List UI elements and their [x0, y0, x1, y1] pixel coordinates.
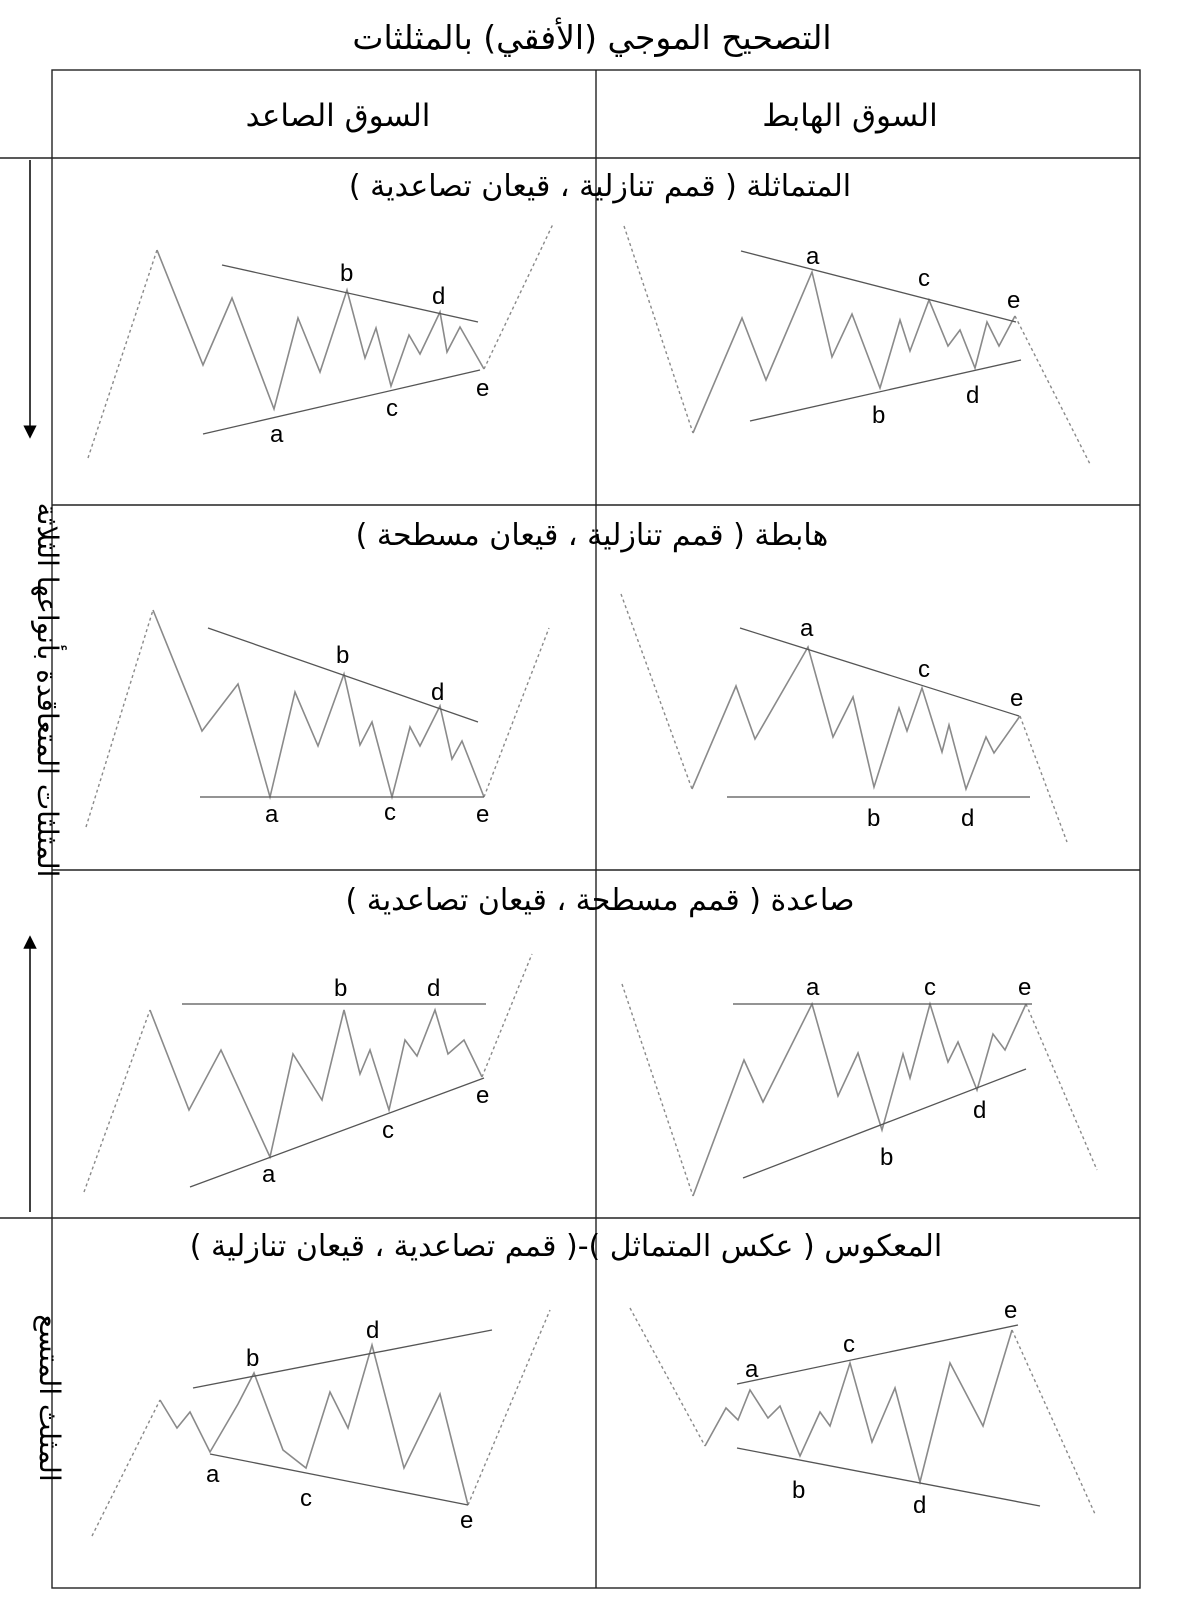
svg-text:a: a	[265, 801, 279, 828]
svg-text:d: d	[973, 1097, 987, 1124]
svg-text:b: b	[334, 975, 348, 1002]
chart-expanding-bear	[630, 1297, 1095, 1519]
svg-text:a: a	[800, 615, 814, 642]
svg-text:a: a	[206, 1461, 220, 1488]
svg-text:d: d	[366, 1317, 380, 1344]
svg-text:e: e	[460, 1507, 474, 1534]
svg-text:d: d	[432, 283, 446, 310]
chart-ascending-bear	[622, 974, 1097, 1196]
row-title-expanding: المعكوس ( عكس المتماثل )-( قمم تصاعدية ، قيعان تنازلية )	[189, 1229, 943, 1264]
svg-text:b: b	[880, 1144, 894, 1171]
svg-text:a: a	[270, 421, 284, 448]
svg-text:a: a	[806, 243, 820, 270]
row-title-ascending: صاعدة ( قمم مسطحة ، قيعان تصاعدية )	[345, 883, 855, 918]
svg-text:c: c	[300, 1485, 312, 1512]
chart-symmetrical-bear	[624, 226, 1090, 464]
svg-text:b: b	[867, 805, 881, 832]
svg-text:b: b	[792, 1477, 806, 1504]
svg-text:e: e	[1004, 1297, 1018, 1324]
svg-text:e: e	[1010, 685, 1024, 712]
svg-text:b: b	[246, 1345, 260, 1372]
svg-text:c: c	[382, 1117, 394, 1144]
svg-text:d: d	[431, 679, 445, 706]
svg-text:b: b	[340, 260, 354, 287]
column-header-bull-market: السوق الصاعد	[245, 98, 431, 134]
svg-text:a: a	[806, 974, 820, 1001]
svg-text:e: e	[476, 801, 490, 828]
svg-text:c: c	[843, 1331, 855, 1358]
svg-text:e: e	[1018, 974, 1032, 1001]
svg-text:c: c	[918, 265, 930, 292]
svg-text:c: c	[918, 656, 930, 683]
column-header-bear-market: السوق الهابط	[762, 98, 938, 134]
chart-descending-bull	[86, 610, 549, 828]
svg-text:d: d	[427, 975, 441, 1002]
side-label-expanding: المثلث المتسع	[33, 1314, 66, 1482]
row-title-symmetrical: المتماثلة ( قمم تنازلية ، قيعان تصاعدية )	[348, 169, 852, 204]
svg-text:b: b	[336, 642, 350, 669]
page-title: التصحيح الموجي (الأفقي) بالمثلثات	[352, 18, 832, 57]
chart-descending-bear	[621, 594, 1067, 842]
row-title-descending: هابطة ( قمم تنازلية ، قيعان مسطحة )	[355, 518, 829, 553]
chart-symmetrical-bull	[88, 224, 553, 458]
svg-text:d: d	[966, 382, 980, 409]
chart-ascending-bull	[84, 954, 532, 1192]
svg-text:c: c	[384, 799, 396, 826]
svg-text:d: d	[913, 1492, 927, 1519]
svg-text:c: c	[924, 974, 936, 1001]
svg-text:e: e	[476, 1082, 490, 1109]
svg-text:a: a	[745, 1356, 759, 1383]
chart-expanding-bull	[92, 1310, 550, 1536]
side-label-contracting	[30, 160, 68, 1212]
svg-text:c: c	[386, 395, 398, 422]
svg-text:المثلثات المتعاقدة بأنواعها ال: المثلثات المتعاقدة بأنواعها الثلاثة	[31, 502, 64, 878]
svg-text:a: a	[262, 1161, 276, 1188]
svg-text:e: e	[1007, 287, 1021, 314]
svg-text:b: b	[872, 402, 886, 429]
svg-text:d: d	[961, 805, 975, 832]
svg-text:e: e	[476, 375, 490, 402]
